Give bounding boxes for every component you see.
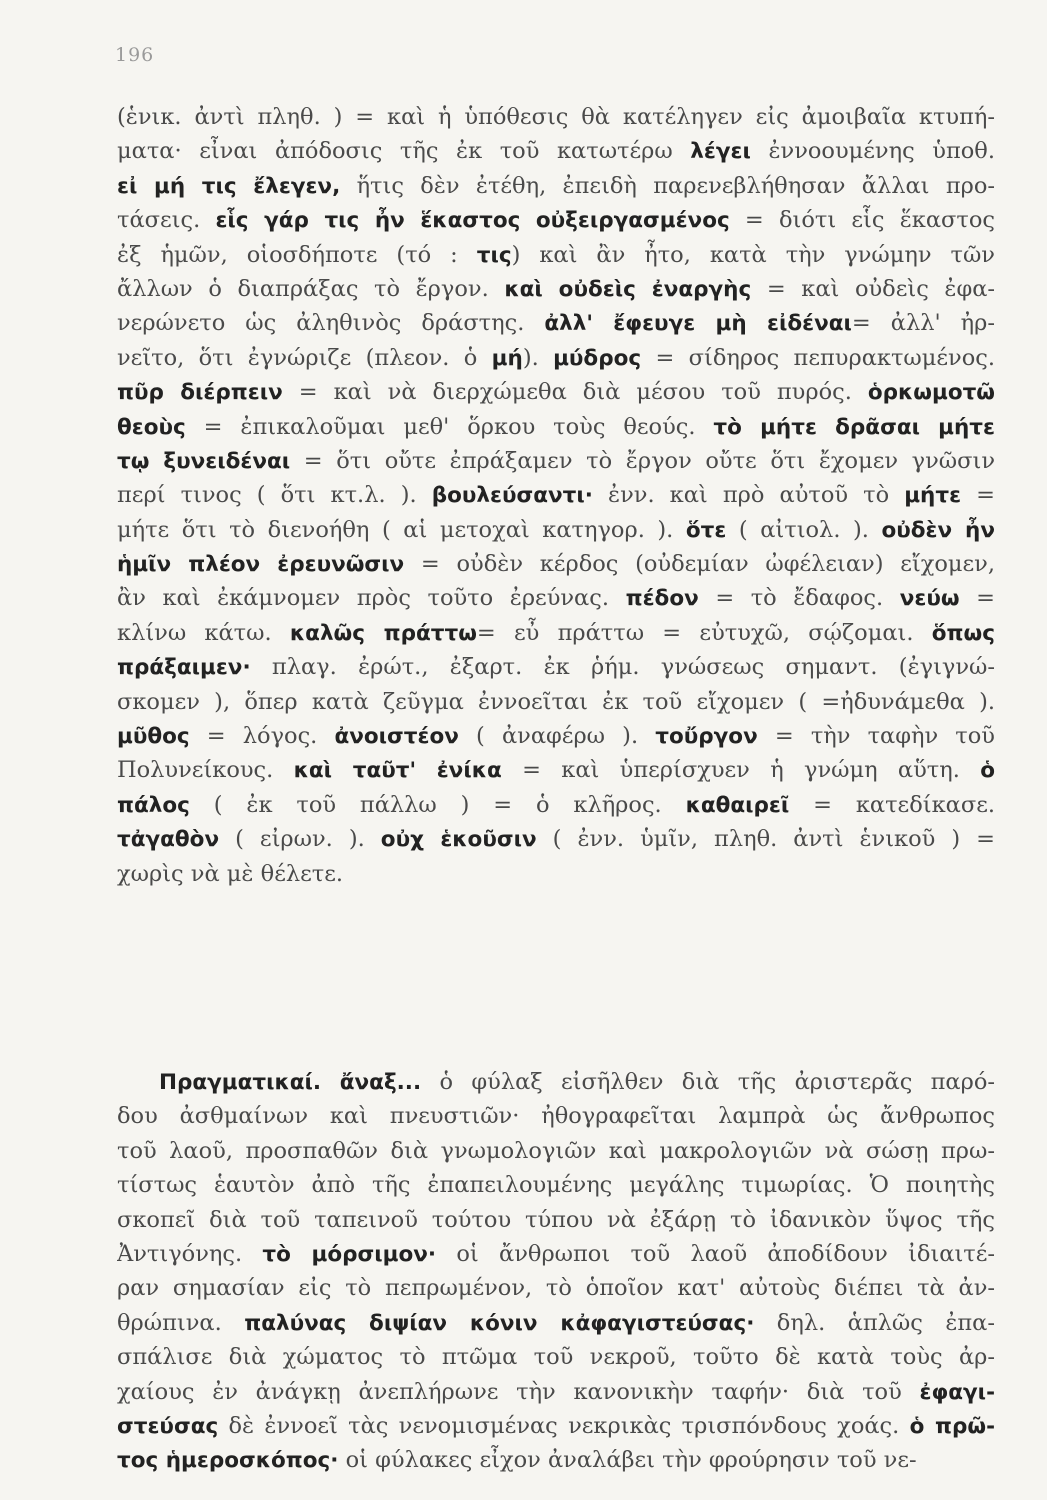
lemma-term: οὐχ ἑκοῦσιν — [380, 827, 537, 853]
text-line: περί τινος ( ὅτι κτ.λ. ). βουλεύσαντι· ἐνν. καὶ πρὸ αὐτοῦ τὸ μήτε = — [117, 482, 995, 509]
lemma-term: ἀνοιστέον — [334, 724, 459, 750]
text-line: τος ἡμεροσκόπος· οἱ φύλακες εἶχον ἀναλάβει τὴν φρούρησιν τοῦ νε- — [117, 1447, 917, 1474]
lemma-term: στεύσας — [117, 1413, 219, 1439]
text-line: Πραγματικαί. ἄναξ... ὁ φύλαξ εἰσῆλθεν διὰ τῆς ἀριστερᾶς παρό- — [159, 1069, 995, 1095]
lemma-term: πῦρ διέρπειν — [117, 380, 283, 406]
text-line: μήτε ὅτι τὸ διενοήθη ( αἱ μετοχαὶ κατηγορ. ). ὅτε ( αἰτιολ. ). οὐδὲν ἦν — [117, 516, 995, 543]
text-line: τίστως ἑαυτὸν ἀπὸ τῆς ἐπαπειλουμένης μεγάλης τιμωρίας. Ὁ ποιητὴς — [117, 1172, 995, 1199]
lemma-term: βουλεύσαντι· — [431, 483, 593, 509]
lemma-term: καὶ οὐδεὶς ἐναργὴς — [504, 276, 752, 302]
text-line: ραν σημασίαν εἰς τὸ πεπρωμένον, τὸ ὁποῖον κατ' αὐτοὺς διέπει τὰ ἀν- — [117, 1275, 995, 1302]
text-line: σκοπεῖ διὰ τοῦ ταπεινοῦ τούτου τύπου νὰ ἐξάρῃ τὸ ἰδανικὸν ὕψος τῆς — [117, 1206, 995, 1233]
text-line: χωρὶς νὰ μὲ θέλετε. — [117, 860, 344, 887]
text-line: τοῦ λαοῦ, προσπαθῶν διὰ γνωμολογιῶν καὶ μακρολογιῶν νὰ σώσῃ πρω- — [117, 1137, 995, 1164]
lemma-term: νεύω — [899, 586, 960, 612]
text-line: κλίνω κάτω. καλῶς πράττω= εὖ πράττω = εὐτυχῶ, σῴζομαι. ὅπως — [117, 619, 995, 646]
lemma-term: ὁρκωμοτῶ — [867, 380, 995, 406]
text-line: ἂν καὶ ἐκάμνομεν πρὸς τοῦτο ἐρεύνας. πέδον = τὸ ἔδαφος. νεύω = — [117, 585, 995, 612]
text-line: πάλος ( ἐκ τοῦ πάλλω ) = ὁ κλῆρος. καθαιρεῖ = κατεδίκασε. — [117, 791, 995, 818]
lemma-term: μήτε — [904, 483, 962, 509]
text-line: θεοὺς = ἐπικαλοῦμαι μεθ' ὅρκου τοὺς θεούς. τὸ μήτε δρᾶσαι μήτε — [117, 413, 995, 440]
lemma-term: λέγει — [690, 139, 751, 165]
lemma-term: εἷς γάρ τις ἦν ἕκαστος οὐξειργασμένος — [215, 208, 730, 234]
lemma-term: εἰ μή τις ἔλεγεν, — [117, 173, 341, 199]
lemma-term: καὶ ταῦτ' ἐνίκα — [293, 758, 502, 784]
text-line: τάσεις. εἷς γάρ τις ἦν ἕκαστος οὐξειργασμένος = διότι εἷς ἕκαστος — [117, 207, 995, 234]
commentary-paragraph-pragmatikai — [117, 1065, 995, 1478]
text-line: τῳ ξυνειδέναι = ὅτι οὔτε ἐπράξαμεν τὸ ἔργον οὔτε ὅτι ἔχομεν γνῶσιν — [117, 447, 995, 474]
page-number: 196 — [115, 44, 155, 66]
text-line: ἡμῖν πλέον ἐρευνῶσιν = οὐδὲν κέρδος (οὐδεμίαν ὠφέλειαν) εἴχομεν, — [117, 551, 995, 578]
text-line: Πολυνείκους. καὶ ταῦτ' ἐνίκα = καὶ ὑπερίσχυεν ἡ γνώμη αὕτη. ὁ — [117, 757, 995, 784]
text-line: τἀγαθὸν ( εἰρων. ). οὐχ ἑκοῦσιν ( ἐνν. ὑμῖν, πληθ. ἀντὶ ἑνικοῦ ) = — [117, 826, 995, 853]
lemma-term: πράξαιμεν· — [117, 655, 251, 681]
lemma-term: τος ἡμεροσκόπος· — [117, 1448, 339, 1474]
lemma-term: ἡμῖν πλέον ἐρευνῶσιν — [117, 552, 405, 578]
text-line: Ἀντιγόνης. τὸ μόρσιμον· οἱ ἄνθρωποι τοῦ λαοῦ ἀποδίδουν ἰδιαιτέ- — [117, 1240, 995, 1267]
lemma-term: τὸ μήτε δρᾶσαι μήτε — [713, 414, 995, 440]
lemma-term: ὁ πρῶ- — [909, 1413, 995, 1439]
lemma-term: Πραγματικαί. ἄναξ... — [159, 1070, 422, 1095]
text-line: ματα· εἶναι ἀπόδοσις τῆς ἐκ τοῦ κατωτέρω λέγει ἐννοουμένης ὑποθ. — [117, 138, 995, 165]
lemma-term: τις — [476, 242, 512, 268]
lemma-term: ὅπως — [931, 620, 995, 646]
lemma-term: μῦθος — [117, 724, 190, 750]
lemma-term: ἐφαγι- — [919, 1379, 995, 1405]
lemma-term: πάλος — [117, 792, 190, 818]
lemma-term: καθαιρεῖ — [685, 792, 790, 818]
text-line: πῦρ διέρπειν = καὶ νὰ διερχώμεθα διὰ μέσου τοῦ πυρός. ὁρκωμοτῶ — [117, 379, 995, 406]
text-line: νερώνετο ὡς ἀληθινὸς δράστης. ἀλλ' ἔφευγε μὴ εἰδέναι= ἀλλ' ἠρ- — [117, 310, 995, 337]
lemma-term: ὅτε — [685, 517, 727, 543]
lemma-term: καλῶς πράττω — [289, 620, 477, 646]
text-line: σκομεν ), ὅπερ κατὰ ζεῦγμα ἐννοεῖται ἐκ τοῦ εἴχομεν ( =ἠδυνάμεθα ). — [117, 688, 995, 715]
text-line: ἐξ ἡμῶν, οἱοσδήποτε (τό : τις) καὶ ἂν ἦτο, κατὰ τὴν γνώμην τῶν — [117, 241, 995, 268]
text-line: ἄλλων ὁ διαπράξας τὸ ἔργον. καὶ οὐδεὶς ἐναργὴς = καὶ οὐδεὶς ἐφα- — [117, 275, 995, 302]
lemma-term: ὁ — [980, 758, 995, 784]
lemma-term: οὐδὲν ἦν — [881, 517, 995, 543]
text-line: χαίους ἐν ἀνάγκῃ ἀνεπλήρωνε τὴν κανονικὴν ταφήν· διὰ τοῦ ἐφαγι- — [117, 1378, 995, 1405]
commentary-paragraph-notes — [117, 100, 995, 891]
text-line: (ἑνικ. ἀντὶ πληθ. ) = καὶ ἡ ὑπόθεσις θὰ κατέληγεν εἰς ἀμοιβαῖα κτυπή- — [117, 104, 995, 130]
text-line: νεῖτο, ὅτι ἐγνώριζε (πλεον. ὁ μή). μύδρος = σίδηρος πεπυρακτωμένος. — [117, 344, 995, 371]
lemma-term: τῳ ξυνειδέναι — [117, 448, 291, 474]
lemma-term: τὸ μόρσιμον· — [262, 1241, 437, 1267]
text-line: εἰ μή τις ἔλεγεν, ἥτις δὲν ἐτέθη, ἐπειδὴ παρενεβλήθησαν ἄλλαι προ- — [117, 172, 995, 199]
text-line: σπάλισε διὰ χώματος τὸ πτῶμα τοῦ νεκροῦ, τοῦτο δὲ κατὰ τοὺς ἀρ- — [117, 1344, 995, 1371]
text-line: πράξαιμεν· πλαγ. ἐρώτ., ἐξαρτ. ἐκ ῥήμ. γνώσεως σημαντ. (ἐγιγνώ- — [117, 654, 995, 681]
lemma-term: μύδρος — [553, 345, 642, 371]
text-line: στεύσας δὲ ἐννοεῖ τὰς νενομισμένας νεκρικὰς τρισπόνδους χοάς. ὁ πρῶ- — [117, 1412, 995, 1439]
lemma-term: τἀγαθὸν — [117, 827, 220, 853]
lemma-term: μή — [491, 345, 523, 371]
lemma-term: παλύνας διψίαν κόνιν κἀφαγιστεύσας· — [244, 1310, 755, 1336]
lemma-term: τοὔργον — [655, 724, 758, 750]
text-line: μῦθος = λόγος. ἀνοιστέον ( ἀναφέρω ). τοὔργον = τὴν ταφὴν τοῦ — [117, 723, 995, 750]
lemma-term: θεοὺς — [117, 414, 186, 440]
text-line: δου ἀσθμαίνων καὶ πνευστιῶν· ἠθογραφεῖται λαμπρὰ ὡς ἄνθρωπος — [117, 1103, 995, 1130]
lemma-term: ἀλλ' ἔφευγε μὴ εἰδέναι — [544, 311, 852, 337]
lemma-term: πέδον — [625, 586, 699, 612]
text-line: θρώπινα. παλύνας διψίαν κόνιν κἀφαγιστεύσας· δηλ. ἁπλῶς ἐπα- — [117, 1309, 995, 1336]
